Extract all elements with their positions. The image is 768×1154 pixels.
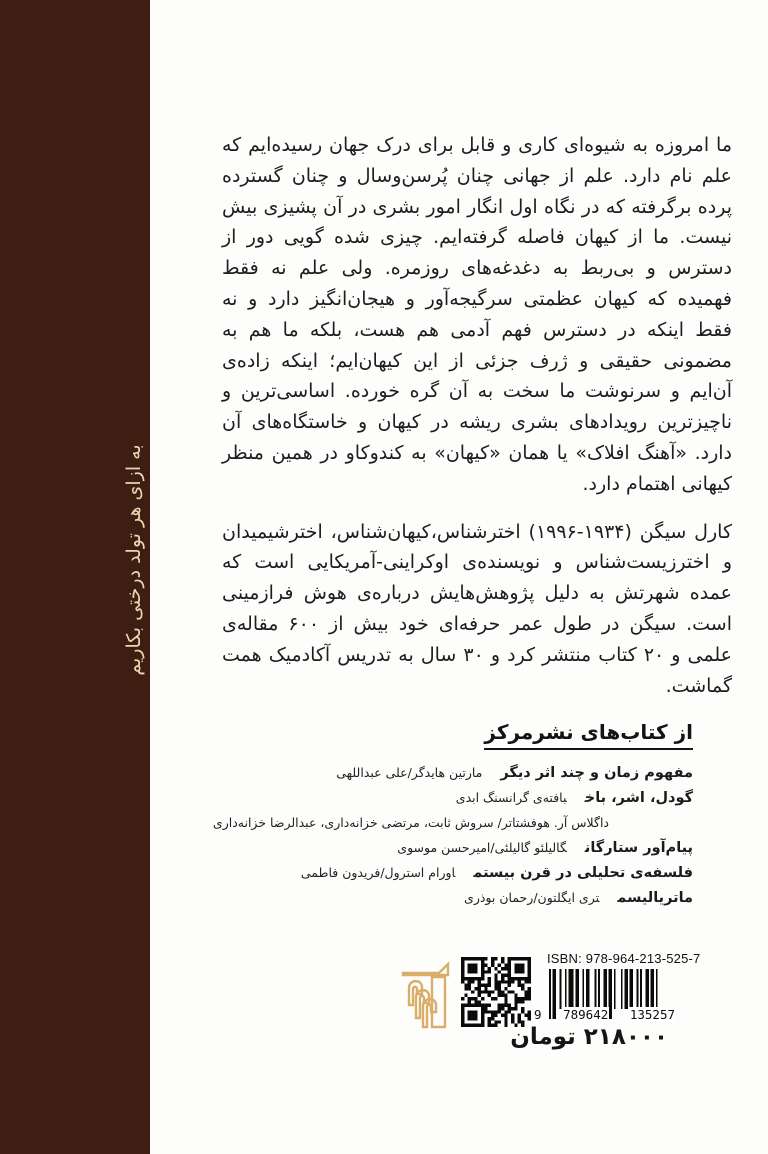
isbn-label: ISBN: 978-964-213-525-7 [547, 951, 701, 966]
book-list-item [153, 859, 693, 884]
spine-slogan-text: به ازای هر تولد درختی بکاریم [123, 444, 145, 676]
spine-strip [0, 0, 150, 1154]
book-list-item [153, 834, 693, 859]
book-authors: بافته‌ی گرانسنگ ابدی [455, 790, 567, 805]
book-list-item [153, 759, 693, 784]
barcode-digit-group1: 789642 [563, 1007, 609, 1022]
book-list-item-continuation [153, 809, 693, 834]
book-title: مفهوم زمان و چند اثر دیگر [500, 765, 693, 781]
book-title: گودل، اشر، باخ [584, 790, 693, 806]
publisher-book-list [153, 759, 693, 909]
book-authors: مارتین هایدگر/علی عبداللهی [336, 765, 483, 780]
price-label: ۲۱۸۰۰۰ تومان [510, 1024, 668, 1050]
book-list-item [153, 784, 693, 809]
blurb-paragraph-2: کارل سیگن (۱۹۳۴-۱۹۹۶) اخترشناس،کیهان‌شناس، اخترشیمیدان و اخترزیست‌شناس و نویسنده‌ی اوکراینی-آمریکایی است که عمده شهرتش به دلیل پژوهش‌هایش درباره‌ی هوش فرازمینی است. سیگن در طول عمر حرفه‌ای خود بیش از ۶۰۰ مقاله‌ی علمی و ۲۰ کتاب منتشر کرد و ۳۰ سال به تدریس آکادمیک همت گماشت. [222, 520, 732, 697]
book-authors: داگلاس آر. هوفشتاتر/ سروش ثابت، مرتضی خزانه‌داری، عبدالرضا خزانه‌داری [212, 815, 609, 830]
publisher-books-heading: از کتاب‌های نشرمرکز [484, 720, 693, 750]
book-title: فلسفه‌ی تحلیلی در قرن بیستم [473, 865, 693, 881]
book-authors: گالیلئو گالیلئی/امیرحسن موسوی [397, 840, 567, 855]
nashr-markaz-publisher-logo-icon [399, 956, 451, 1034]
book-authors: تری ایگلتون/رحمان بوذری [464, 890, 600, 905]
barcode-digit-lead: 9 [534, 1007, 542, 1022]
book-title: پیام‌آور ستارگان [584, 840, 693, 856]
barcode-digits [533, 1007, 676, 1022]
barcode-digit-group2: 135257 [629, 1007, 675, 1022]
book-list-item [153, 884, 693, 909]
blurb-paragraph-1: ما امروزه به شیوه‌ای کاری و قابل برای درک جهان رسیده‌ایم که علم نام دارد. علم از جهانی چنان پُرسن‌وسال و چنان گسترده پرده برگرفته که در نگاه اول انگار امور بشری در آن پشیزی بیش نیست. ما از کیهان فاصله گرفته‌ایم. چیزی شده گویی دور از دسترس و بی‌ربط به دغدغه‌های روزمره. ولی علم نه فقط فهمیده که کیهان عظمتی سرگیجه‌آور و هیجان‌انگیز دارد و نه فقط اینکه در دسترس فهم آدمی هم هست، بلکه ما هم به مضمونی حقیقی و ژرف جزئی از این کیهان‌ایم؛ اینکه زاده‌ی آن‌ایم و سرنوشت ما سخت به آن گره خورده. اساسی‌ترین و ناچیزترین رویدادهای بشری ریشه در کیهان و خاستگاه‌های آن دارد. «آهنگ افلاک» یا همان «کیهان» به کندوکاو در همین منظر کیهانی اهتمام دارد. [222, 134, 732, 495]
back-cover-blurb [222, 130, 732, 701]
book-authors: اورام استرول/فریدون فاطمی [300, 865, 456, 880]
qr-code [461, 957, 531, 1027]
book-title: ماتریالیسم [617, 890, 693, 906]
